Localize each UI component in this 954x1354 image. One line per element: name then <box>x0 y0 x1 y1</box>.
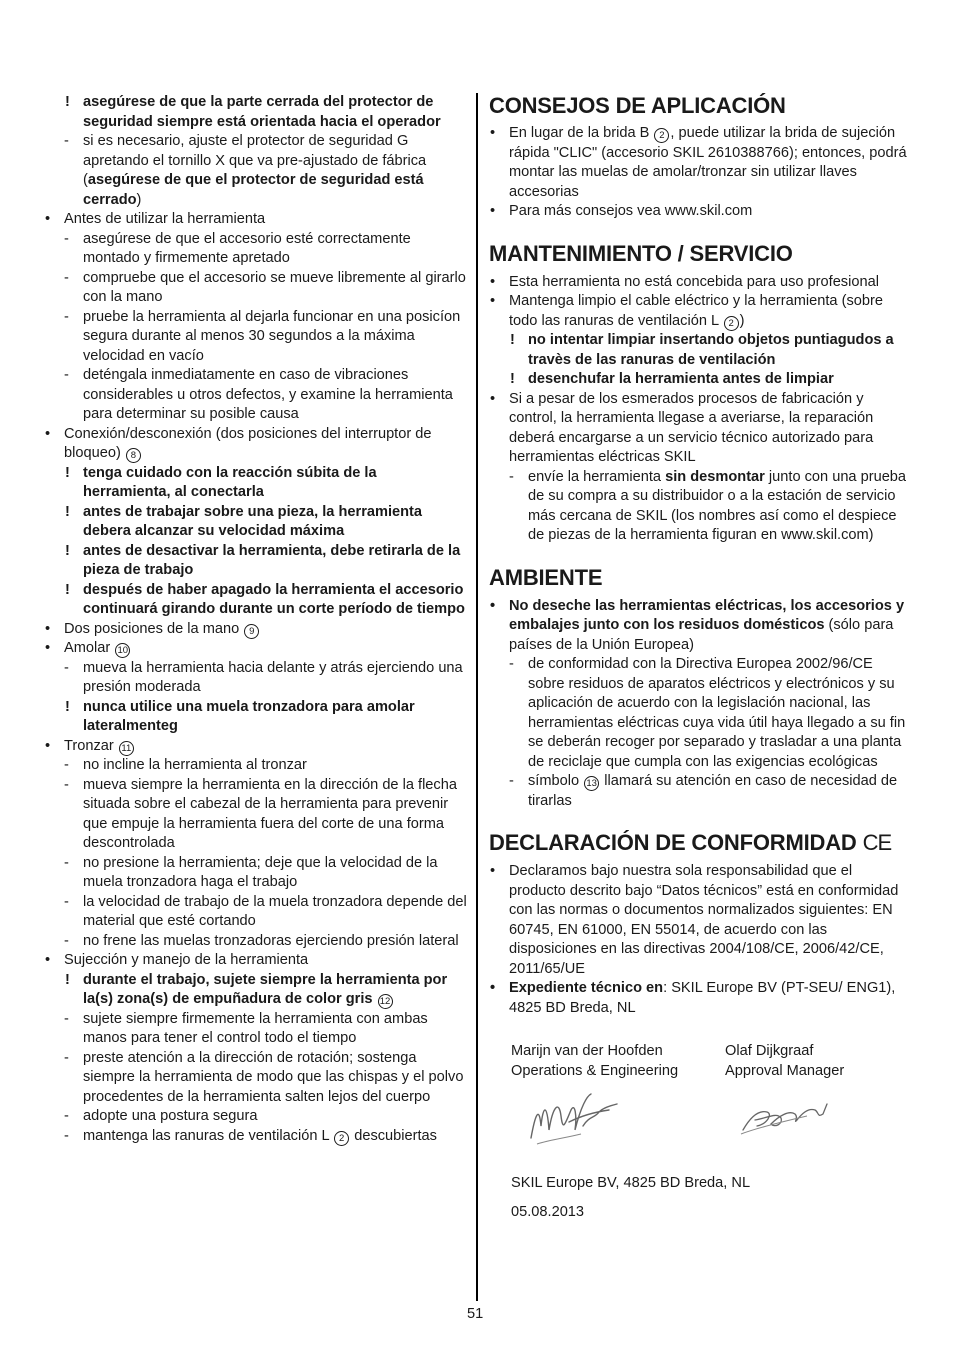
bullet-item: • Sujección y manejo de la herramienta <box>45 952 309 968</box>
figure-ref-9: 9 <box>244 624 259 639</box>
dash-item: - mueva la herramienta hacia delante y atrás ejerciendo una presión moderada <box>64 659 463 695</box>
dash-item: - mantenga las ranuras de ventilación L 2 descubiertas <box>64 1127 437 1144</box>
dash-item: - adopte una postura segura <box>64 1108 258 1124</box>
warning-item: ! durante el trabajo, sujete siempre la herramienta por la(s) zona(s) de empuñadura de color gris 12 <box>65 971 448 1007</box>
company-address: SKIL Europe BV, 4825 BD Breda, NL <box>511 1175 751 1191</box>
dash-item: - no presione la herramienta; deje que la velocidad de la muela tronzadora haga el trabajo <box>64 854 438 890</box>
bullet-item: • Antes de utilizar la herramienta <box>45 211 266 227</box>
figure-ref-11: 11 <box>119 741 134 756</box>
warning-item: ! después de haber apagado la herramienta el accesorio continuará girando durante un corte período de tiempo <box>65 581 465 617</box>
dash-item: - sujete siempre firmemente la herramienta con ambas manos para tener el control todo el tiempo <box>64 1010 428 1046</box>
right-column <box>489 93 909 1222</box>
section-heading-ambiente: AMBIENTE <box>489 564 603 590</box>
dash-item: - si es necesario, ajuste el protector de seguridad G apretando el tornillo X que va pre-ajustado de fábrica (asegúrese de que el protector de seguridad está cerrado) <box>64 133 427 208</box>
figure-ref-2: 2 <box>724 316 739 331</box>
page-number: 51 <box>467 1306 484 1322</box>
section-heading-mantenimiento: MANTENIMIENTO / SERVICIO <box>489 240 793 266</box>
dash-item: - no incline la herramienta al tronzar <box>64 757 307 773</box>
signature-2-icon <box>737 1090 833 1146</box>
signatory-2: Olaf Dijkgraaf Approval Manager <box>725 1043 845 1079</box>
dash-item: - símbolo 13 llamará su atención en caso de necesidad de tirarlas <box>509 773 898 809</box>
left-column <box>44 93 468 1146</box>
dash-item: - asegúrese de que el accesorio esté correctamente montado y firmemente apretado <box>64 230 411 266</box>
dash-item: - no frene las muelas tronzadoras ejerciendo presión lateral <box>64 932 459 949</box>
figure-ref-12: 12 <box>378 994 393 1009</box>
bullet-item: • En lugar de la brida B 2 , puede utilizar la brida de sujeción rápida "CLIC" (accesorio SKIL 2610388766); entonces, podrá montar las muelas de amolar/tronzar sin utilizar llaves accesorias <box>490 125 907 200</box>
figure-ref-13: 13 <box>584 776 599 791</box>
column-divider <box>476 93 478 1301</box>
warning-item: ! tenga cuidado con la reacción súbita de la herramienta, al conectarla <box>65 464 377 500</box>
figure-ref-8: 8 <box>126 448 141 463</box>
signatories <box>511 1042 909 1082</box>
section-heading-declaracion: DECLARACIÓN DE CONFORMIDAD CE <box>489 830 892 855</box>
bullet-item: • Mantenga limpio el cable eléctrico y la herramienta (sobre todo las ranuras de ventilación L 2 ) <box>490 293 883 329</box>
warning-item: ! antes de desactivar la herramienta, debe retirarla de la pieza de trabajo <box>65 542 461 578</box>
signature-images <box>511 1082 909 1168</box>
signature-1-icon <box>525 1086 625 1156</box>
bullet-item: • Si a pesar de los esmerados procesos de fabricación y control, la herramienta llegase a averiarse, la reparación deberá encargarse a un servicio técnico autorizado para herramientas eléctricas SKIL <box>490 390 874 465</box>
warning-item: ! nunca utilice una muela tronzadora para amolar lateralmenteg <box>65 698 415 734</box>
dash-item: - preste atención a la dirección de rotación; sostenga siempre la herramienta de modo que las chispas y el polvo procedentes de la herramienta salten lejos del cuerpo <box>64 1049 464 1105</box>
bullet-item: • No deseche las herramientas eléctricas, los accesorios y embalajes junto con los residuos domésticos (sólo para países de la Unión Europea) <box>490 597 905 653</box>
dash-item: - mueva siempre la herramienta en la dirección de la flecha situada sobre el cabezal de la herramienta para prevenir que empuje la herramienta fuera del corte de una forma descontrolada <box>64 776 457 851</box>
figure-ref-2: 2 <box>334 1131 349 1146</box>
warning-item: ! antes de trabajar sobre una pieza, la herramienta debera alcanzar su velocidad máxima <box>65 503 423 539</box>
bullet-item: • Declaramos bajo nuestra sola responsabilidad que el producto descrito bajo “Datos técnicos” está en conformidad con las normas o documentos normalizados siguientes: EN 60745, EN 61000, EN 55014, de acuerdo con las disposiciones en las directivas 2004/108/CE, 2006/42/CE, 2011/65/UE <box>490 863 899 977</box>
ce-mark-icon: CE <box>862 830 892 855</box>
figure-ref-10: 10 <box>115 643 130 658</box>
bullet-item: • Para más consejos vea www.skil.com <box>490 203 753 219</box>
dash-item: - envíe la herramienta sin desmontar junto con una prueba de su compra a su distribuidor o a la estación de servicio más cercana de SKIL (los nombres así como el despiece de piezas de la herramienta figuran en www.skil.com) <box>509 468 907 543</box>
dash-item: - de conformidad con la Directiva Europea 2002/96/CE sobre residuos de aparatos eléctricos y electrónicos y su aplicación de acuerdo con la legislación nacional, las herramientas eléctricas cuya vida útil haya llegado a su fin se deberán recoger por separado y trasladar a una planta de reciclaje que cumpla con las exigencias ecológicas <box>509 656 906 770</box>
bullet-item: • Tronzar 11 <box>44 737 468 757</box>
figure-ref-2: 2 <box>654 128 669 143</box>
declaration-date: 05.08.2013 <box>511 1203 585 1220</box>
bullet-item: • Dos posiciones de la mano 9 <box>44 620 468 640</box>
dash-item: - pruebe la herramienta al dejarla funcionar en una posicíon segura durante al menos 30 segundos a la máxima velocidad en vacío <box>64 308 461 364</box>
warning-item: ! desenchufar la herramienta antes de limpiar <box>510 371 834 387</box>
dash-item: - la velocidad de trabajo de la muela tronzadora depende del material que esté cortando <box>64 893 467 929</box>
signatory-1: Marijn van der Hoofden Operations & Engineering <box>511 1043 679 1079</box>
dash-item: - deténgala inmediatamente en caso de vibraciones considerables u otros defectos, y examine la herramienta para determinar su posible causa <box>64 367 453 422</box>
warning-item: ! no intentar limpiar insertando objetos puntiagudos a travès de las ranuras de ventilación <box>510 332 894 368</box>
section-heading-consejos: CONSEJOS DE APLICACIÓN <box>489 93 786 118</box>
warning-item: ! asegúrese de que la parte cerrada del protector de seguridad siempre está orientada hacia el operador <box>65 94 441 130</box>
dash-item: - compruebe que el accesorio se mueve libremente al girarlo con la mano <box>64 269 466 305</box>
bullet-item: • Conexión/desconexión (dos posiciones del interruptor de bloqueo) 8 <box>45 425 432 461</box>
bullet-item: • Expediente técnico en: SKIL Europe BV (PT-SEU/ ENG1), 4825 BD Breda, NL <box>490 980 896 1016</box>
bullet-item: • Esta herramienta no está concebida para uso profesional <box>490 273 879 290</box>
bullet-item: • Amolar 10 <box>44 639 468 659</box>
